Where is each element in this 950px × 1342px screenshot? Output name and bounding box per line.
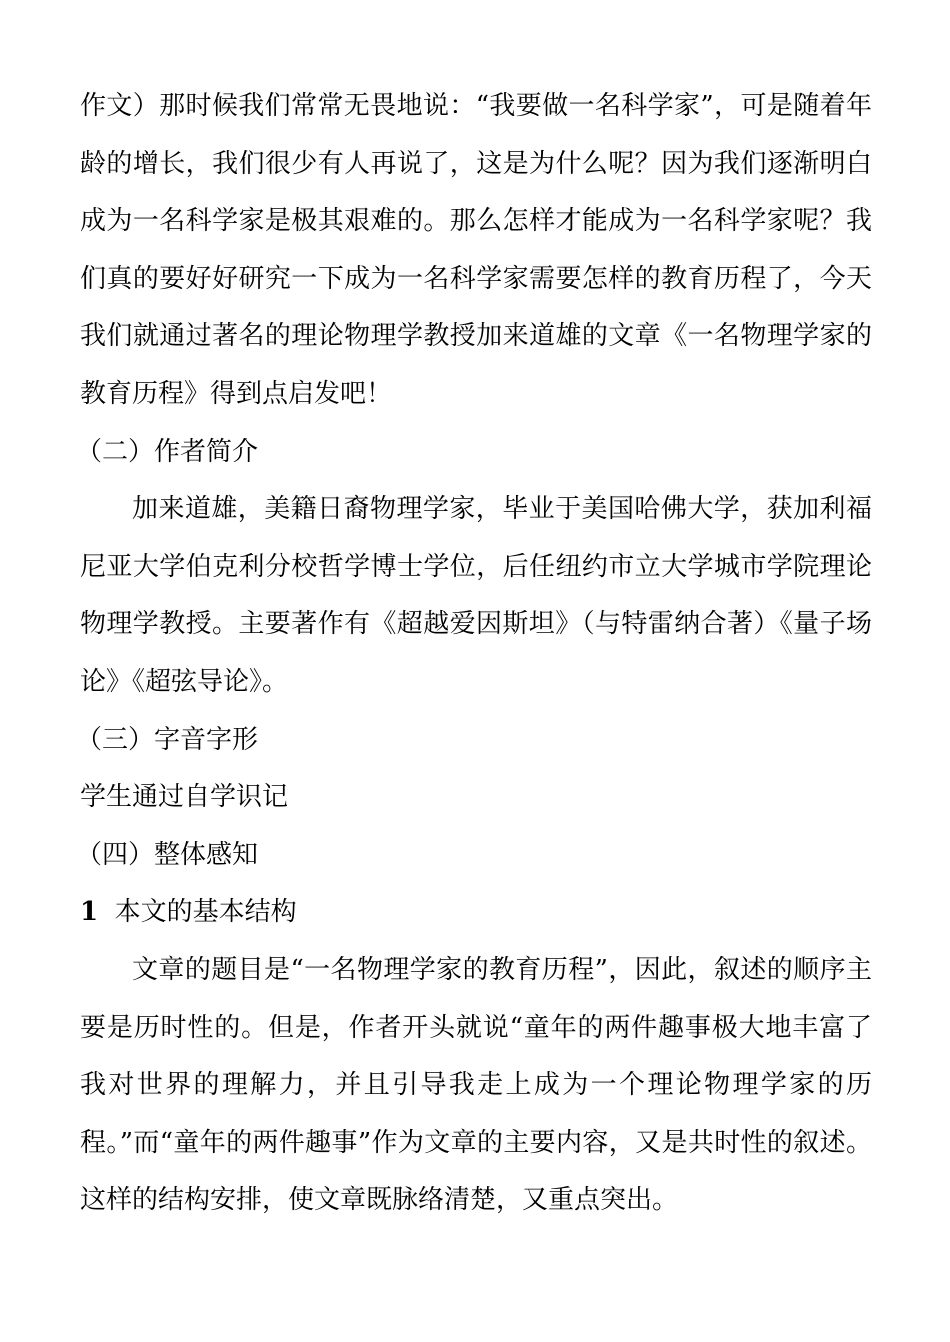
subheading-basic-structure <box>80 884 872 942</box>
paragraph-self-study: 学生通过自学识记 <box>80 782 289 813</box>
paragraph-author-bio: 加来道雄，美籍日裔物理学家，毕业于美国哈佛大学，获加利福尼亚大学伯克利分校哲学博士学位，后任纽约市立大学城市学院理论物理学教授。主要著作有《超越爱因斯坦》（与特雷纳合著）《量子场论》《超弦导论》。 <box>80 494 872 697</box>
section-heading-pronunciation: （三）字音字形 <box>76 724 259 755</box>
paragraph-structure-body: 文章的题目是“一名物理学家的教育历程”，因此，叙述的顺序主要是历时性的。但是，作者开头就说“童年的两件趣事极大地丰富了我对世界的理解力，并且引导我走上成为一个理论物理学家的历程。”而“童年的两件趣事”作为文章的主要内容，又是共时性的叙述。这样的结构安排，使文章既脉络清楚，又重点突出。 <box>80 954 872 1216</box>
paragraph-intro-continued: 作文）那时候我们常常无畏地说：“我要做一名科学家”，可是随着年龄的增长，我们很少有人再说了，这是为什么呢？因为我们逐渐明白成为一名科学家是极其艰难的。那么怎样才能成为一名科学家呢？我们真的要好好研究一下成为一名科学家需要怎样的教育历程了，今天我们就通过著名的理论物理学教授加来道雄的文章《一名物理学家的教育历程》得到点启发吧！ <box>80 91 872 409</box>
section-heading-author-intro: （二）作者简介 <box>76 436 259 467</box>
section-heading-overall-perception: （四）整体感知 <box>76 839 259 870</box>
document-body <box>76 78 872 1230</box>
subheading-number: 1 <box>80 897 99 928</box>
subheading-label: 本文的基本结构 <box>114 897 297 928</box>
